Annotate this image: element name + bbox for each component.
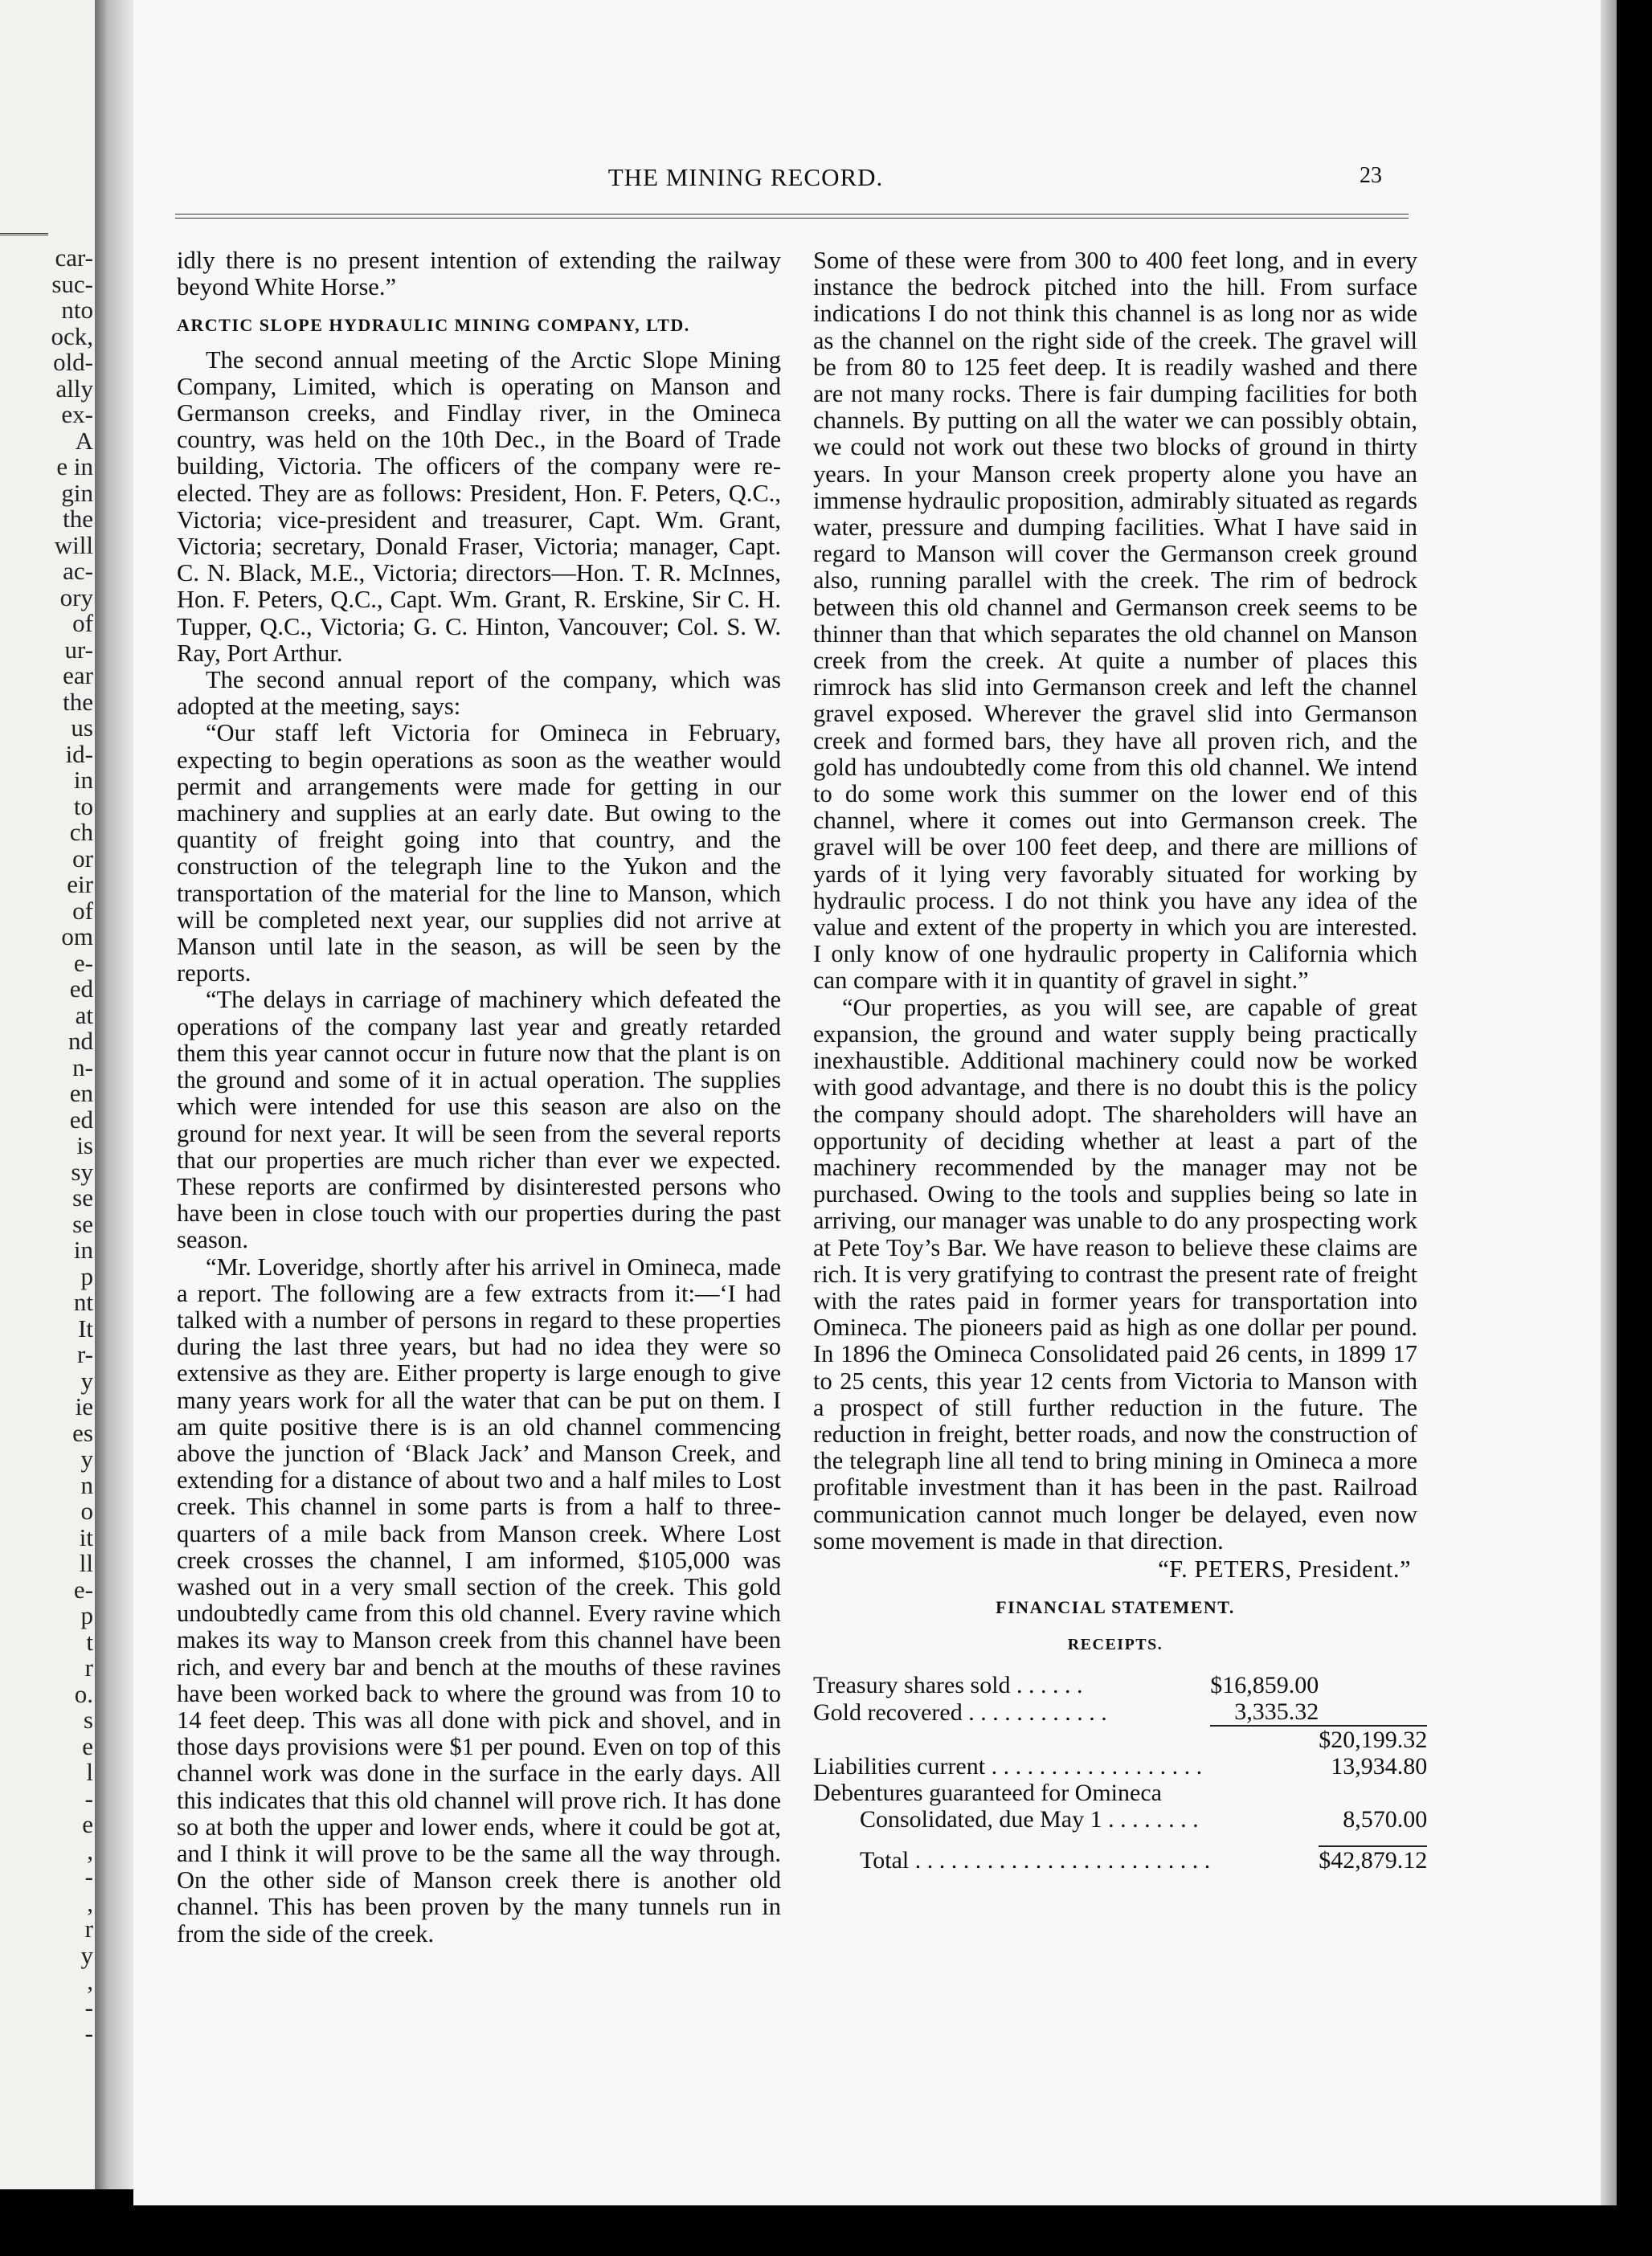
facing-page-fragment: ,: [87, 1967, 93, 1995]
facing-page-fragment: ,: [87, 1836, 93, 1865]
facing-page-fragment: sy: [71, 1157, 93, 1186]
table-row: [813, 1846, 1427, 1874]
facing-page-edge: [0, 0, 95, 2189]
facing-page-fragment: es: [72, 1418, 93, 1447]
table-row: [813, 1780, 1427, 1806]
facing-page-fragment: y: [80, 1940, 93, 1969]
table-row: [813, 1672, 1427, 1698]
facing-page-fragment: at: [75, 1000, 93, 1029]
facing-page-fragment: se: [72, 1209, 93, 1238]
facing-page-fragment: ll: [79, 1549, 93, 1577]
facing-page-fragment: p: [80, 1261, 93, 1290]
facing-page-fragment: ory: [59, 582, 93, 611]
facing-page-fragment: t: [86, 1627, 93, 1656]
facing-page-fragment: of: [72, 896, 93, 925]
subtotal-amount: $20,199.32: [1319, 1726, 1428, 1753]
facing-page-fragment: om: [61, 922, 93, 950]
facing-page-fragment: r-: [76, 1340, 93, 1368]
facing-page-fragment: y: [80, 1445, 93, 1473]
page-number: 23: [1360, 163, 1382, 188]
facing-page-fragment: gin: [61, 478, 93, 507]
right-column: [813, 247, 1428, 1874]
paragraph: “Our properties, as you will see, are capable of great expansion, the ground and water supply being practically inexhaustible. Additional machinery could now be worked with good advantage, and there is no doubt this is the policy the company should adopt. The shareholders will have an opportunity of deciding whether at least a part of the machinery recommended by the manager may not be purchased. Owing to the tools and supplies being so late in arriving, our manager was unable to do any prospecting work at Pete Toy’s Bar. We have reason to believe these claims are rich. It is very gratifying to contrast the present rate of freight with the rates paid in former years for transportation into Omineca. The pioneers paid as high as one dollar per pound. In 1896 the Omineca Consolidated paid 26 cents, in 1899 17 to 25 cents, this year 12 cents from Victoria to Manson with a prospect of still further reduction in the future. The reduction in freight, better roads, and now the construction of the telegraph line all tend to bring mining in Omineca a more profitable investment than it has been in the past. Railroad communication cannot much longer be delayed, even now some movement is made in that direction.: [813, 993, 1417, 1555]
facing-page-fragment: in: [73, 766, 93, 794]
facing-page-fragment: the: [63, 687, 93, 716]
facing-page-fragment: suc-: [51, 269, 93, 298]
row-label: Debentures guaranteed for Omineca: [813, 1779, 1162, 1806]
facing-page-fragment: r: [84, 1653, 93, 1682]
left-column: [177, 247, 781, 1947]
facing-page-fragment: o: [80, 1497, 93, 1525]
facing-page-fragment: en: [69, 1079, 93, 1107]
paragraph: “Our staff left Victoria for Omineca in February, expecting to begin operations as soon as the weather would permit and arrangements were made for getting in our machinery and supplies at an early date. But owing to the quantity of freight going into that country, and the construction of the telegraph line to the Yukon and the transportation of the material for the line to Manson, which will be completed next year, our supplies did not arrive at Manson until late in the season, as will be seen by the reports.: [177, 719, 781, 987]
facing-page-fragment: A: [75, 426, 93, 455]
facing-page-fragment: It: [78, 1314, 93, 1343]
facing-page-fragment: r: [84, 1915, 93, 1943]
financial-statement-heading: FINANCIAL STATEMENT.: [996, 1597, 1235, 1618]
facing-page-fragment: e: [82, 1731, 93, 1760]
signature: “F. PETERS, President.”: [1158, 1555, 1411, 1583]
paragraph: “The delays in carriage of machinery which defeated the operations of the company last year and greatly retarded them this year cannot occur in future now that the plant is on the ground and some of it in actual operation. The supplies which were intended for use this season are also on the ground for next year. It will be seen from the several reports that our properties are much richer than ever we expected. These reports are confirmed by disinterested persons who have been in close touch with our properties during the past season.: [177, 986, 781, 1254]
paragraph: Some of these were from 300 to 400 feet long, and in every instance the bedrock pitched into the hill. From surface indications I do not think this channel is as long nor as wide as the channel on the right side of the creek. The gravel will be from 80 to 125 feet deep. It is readily washed and there are not many rocks. There is fair dumping facilities for both channels. By putting on all the water we can possibly obtain, we could not work out these two blocks of ground in thirty years. In your Manson creek property alone you have an immense hydraulic proposition, admirably situated as regards water, pressure and dumping facilities. What I have said in regard to Manson will cover the Germanson creek ground also, running parallel with the creek. The rim of bedrock between this old channel and Germanson creek seems to be thinner than that which separates the old channel on Manson creek from the creek. At quite a number of places this rimrock has slid into Germanson creek and left the channel gravel exposed. Wherever the gravel slid into Germanson creek and formed bars, they have all proven rich, and the gold has undoubtedly come from this old channel. We intend to do some work this summer on the lower end of this channel, where it comes out into Germanson creek. The gravel will be over 100 feet deep, and there are millions of yards of it lying very favorably situated for working by hydraulic process. I do not think you have any idea of the value and extent of the property in which you are interested. I only know of one hydraulic property in California which can compare with it in quantity of gravel in sight.”: [813, 247, 1417, 995]
facing-page-fragment: us: [71, 713, 93, 742]
facing-page-fragment: s: [83, 1706, 93, 1734]
row-amount: $16,859.00: [1210, 1671, 1319, 1698]
facing-page-fragment: -: [84, 2019, 93, 2047]
facing-page-fragment: -: [84, 1862, 93, 1890]
total-amount: $42,879.12: [1319, 1846, 1428, 1874]
facing-page-fragment: l: [86, 1758, 93, 1786]
row-amount: 3,335.32: [1234, 1698, 1319, 1725]
facing-page-fragment: e in: [56, 452, 93, 480]
facing-page-fragment: ock,: [51, 321, 93, 350]
facing-page-fragment: nt: [73, 1288, 93, 1316]
facing-page-fragment: eir: [67, 870, 93, 898]
facing-page-fragment: id-: [65, 739, 93, 768]
table-row: [813, 1698, 1427, 1726]
facing-page-fragment: n: [80, 1470, 93, 1499]
facing-page-fragment: nd: [68, 1027, 93, 1055]
facing-page-fragment: in: [73, 1236, 93, 1264]
row-amount: 13,934.80: [1331, 1752, 1428, 1780]
facing-page-fragment: ie: [75, 1392, 93, 1420]
facing-page-fragment: the: [63, 505, 93, 533]
facing-page-fragment: car-: [55, 245, 93, 272]
facing-page-fragment: p: [80, 1601, 93, 1629]
table-row: [813, 1806, 1427, 1833]
paragraph: The second annual report of the company, which was adopted at the meeting, says:: [177, 666, 781, 721]
facing-page-fragment: ally: [55, 374, 93, 403]
table-row: [813, 1726, 1427, 1753]
facing-page-fragment: ex-: [61, 400, 93, 428]
facing-page-fragment: ac-: [63, 557, 93, 585]
facing-page-fragment: ed: [69, 975, 93, 1003]
facing-page-fragment: n-: [72, 1052, 93, 1081]
row-label: Consolidated, due May 1 . . . . . . . .: [860, 1805, 1199, 1833]
facing-page-fragment: ur-: [64, 635, 93, 664]
facing-page-fragment: to: [73, 791, 93, 820]
gutter-shadow: [95, 0, 133, 2189]
page-right-edge: [1601, 0, 1617, 2205]
receipts-table: [813, 1672, 1427, 1874]
paragraph: “Mr. Loveridge, shortly after his arrivel in Omineca, made a report. The following are a few extracts from it:—‘I had talked with a number of persons in regard to these properties during the last three years, but had no idea they were so extensive as they are. Either property is large enough to give many years work for all the water that can be put on them. I am quite positive there is is an old channel commencing above the junction of ‘Black Jack’ and Manson Creek, and extending for a distance of about two and a half miles to Lost creek. This channel in some parts is from a half to three-quarters of a mile back from Manson creek. Where Lost creek crosses the channel, I am informed, $105,000 was washed out in a very small section of the creek. This gold undoubtedly came from this old channel. Every ravine which makes its way to Manson creek from this channel have been rich, and every bar and bench at the mouths of these ravines have been worked back to where the ground was from 10 to 14 feet deep. This was all done with pick and shovel, and in those days provisions were $1 per pound. Even on top of this channel work was done in the surface in the early days. All this indicates that this old channel will prove rich. It has done so at both the upper and lower ends, where it could be got at, and I think it will prove to be the same all the way through. On the other side of Manson creek there is another old channel. This has been proven by the many tunnels run in from the side of the creek.: [177, 1253, 781, 1947]
facing-page-fragment: o.: [74, 1679, 93, 1708]
facing-page-fragment: old-: [53, 348, 93, 376]
facing-page-fragment: of: [72, 609, 93, 637]
facing-page-fragment: it: [79, 1522, 93, 1551]
header-rule: [175, 214, 1409, 219]
row-amount: 8,570.00: [1343, 1805, 1428, 1833]
facing-page-fragment: ch: [69, 818, 93, 846]
facing-page-fragment: ,: [87, 1888, 93, 1917]
facing-page-fragment: is: [76, 1131, 93, 1159]
paragraph: idly there is no present intention of extending the railway beyond White Horse.”: [177, 247, 781, 301]
facing-page-fragment: or: [72, 844, 93, 873]
row-label: Liabilities current . . . . . . . . . . . . . . . . . .: [813, 1752, 1203, 1780]
paragraph: The second annual meeting of the Arctic Slope Mining Company, Limited, which is operating on Manson and Germanson creeks, and Findlay river, in the Omineca country, was held on the 10th Dec., in the Board of Trade building, Victoria. The officers of the company were re-elected. They are as follows: President, Hon. F. Peters, Q.C., Victoria; vice-president and treasurer, Capt. Wm. Grant, Victoria; secretary, Donald Fraser, Victoria; manager, Capt. C. N. Black, M.E., Victoria; directors—Hon. T. R. McInnes, Hon. F. Peters, Q.C., Capt. Wm. Grant, R. Erskine, Sir C. H. Tupper, Q.C., Victoria; G. C. Hinton, Vancouver; Col. S. W. Ray, Port Arthur.: [177, 345, 781, 667]
facing-page-fragment: -: [84, 1992, 93, 2021]
facing-page-fragment: e: [82, 1810, 93, 1838]
row-label: Gold recovered . . . . . . . . . . . .: [813, 1698, 1107, 1726]
total-label: Total . . . . . . . . . . . . . . . . . . . . . . . . .: [860, 1846, 1211, 1874]
section-heading: ARCTIC SLOPE HYDRAULIC MINING COMPANY, LTD.: [177, 315, 690, 336]
facing-page-text-fragments: [5, 245, 93, 2047]
facing-page-fragment: e-: [73, 948, 93, 977]
facing-page-fragment: y: [80, 1366, 93, 1395]
receipts-heading: RECEIPTS.: [1067, 1636, 1163, 1654]
facing-page-fragment: -: [84, 1784, 93, 1813]
facing-page-fragment: will: [54, 530, 93, 559]
facing-page-fragment: e-: [73, 1575, 93, 1604]
facing-page-fragment: ed: [69, 1105, 93, 1134]
facing-page-rule: [0, 233, 48, 235]
facing-page-fragment: nto: [61, 296, 93, 324]
row-label: Treasury shares sold . . . . . .: [813, 1671, 1083, 1698]
facing-page-fragment: se: [72, 1183, 93, 1212]
facing-page-fragment: ear: [63, 661, 93, 689]
table-row: [813, 1753, 1427, 1780]
running-head: THE MINING RECORD.: [607, 163, 884, 191]
